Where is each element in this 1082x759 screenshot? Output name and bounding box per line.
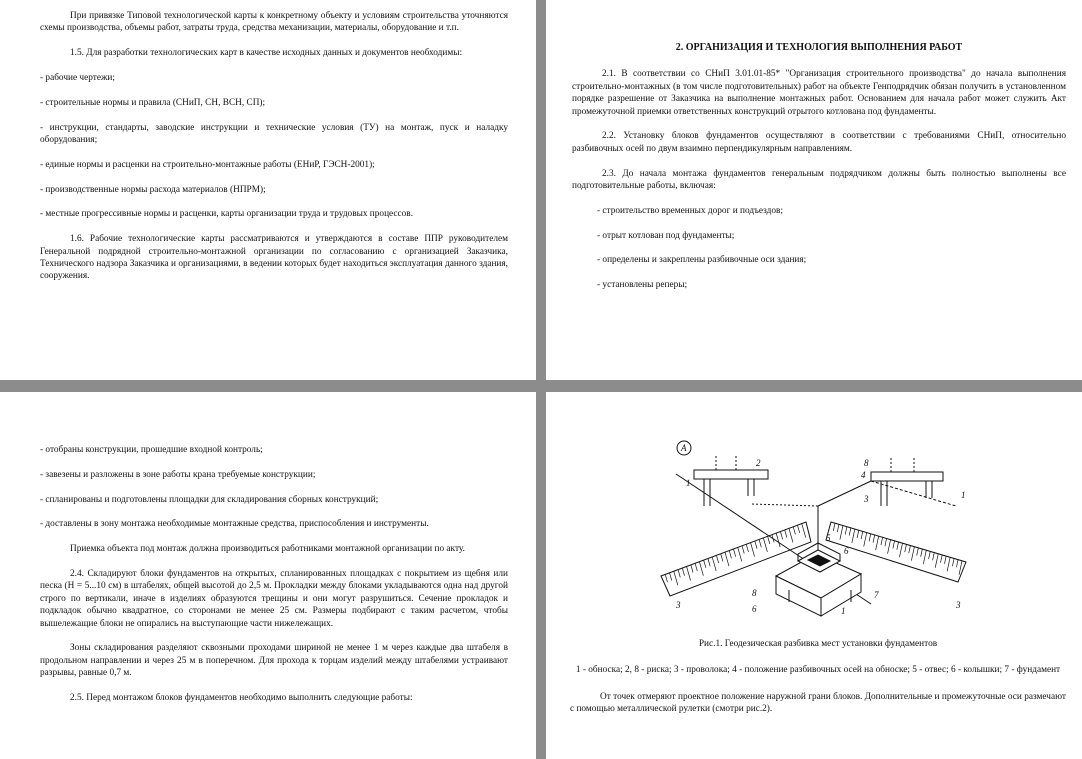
paragraph: От точек отмеряют проектное положение наружной грани блоков. Дополнительные и промежуточные оси размечают с помощью металлической рулетки (смотри рис.2). (570, 691, 1066, 715)
paragraph: 2.5. Перед монтажом блоков фундаментов необходимо выполнить следующие работы: (70, 693, 413, 704)
figure-label-2: 2 (756, 458, 761, 468)
figure-label-8b: 8 (752, 588, 757, 598)
list-item: - строительные нормы и правила (СНиП, СН, ВСН, СП); (40, 97, 266, 108)
page-3-text (40, 444, 508, 717)
list-item: - отобраны конструкции, прошедшие входной контроль; (40, 445, 263, 455)
paragraph: 2.1. В соответствии со СНиП 3.01.01-85* "Организация строительного производства" до начала выполнения строительно-монтажных (в том числе подготовительных) работ на объекте Генподрядчик обязан получить в установленном порядке разрешение от Заказчика на выполнение монтажных работ. Основанием для начала работ может служить Акт промежуточной приемки ответственных конструкций отрытого котлована под фундаменты. (572, 69, 1066, 117)
section-heading: 2. ОРГАНИЗАЦИЯ И ТЕХНОЛОГИЯ ВЫПОЛНЕНИЯ РАБОТ (675, 42, 963, 53)
page-1-text (40, 10, 508, 295)
figure-label-5: 5 (826, 533, 831, 543)
figure-label-7: 7 (874, 590, 879, 600)
document-page-4 (546, 392, 1082, 759)
figure-label-3: 3 (864, 494, 869, 504)
paragraph: Зоны складирования разделяют сквозными проходами шириной не менее 1 м через каждые два штабеля в продольном направлении и через 25 м в поперечном. Для прохода к торцам изделий между штабелями устраивают разрывы, равные 0,7 м. (40, 643, 508, 679)
figure-label-6b: 6 (752, 604, 757, 614)
figure-label-8: 8 (864, 458, 869, 468)
list-item: - рабочие чертежи; (40, 73, 115, 83)
list-item: - доставлены в зону монтажа необходимые монтажные средства, приспособления и инструменты. (40, 519, 429, 530)
document-page-2 (546, 0, 1082, 380)
paragraph: 1.5. Для разработки технологических карт в качестве исходных данных и документов необходимы: (70, 48, 463, 59)
paragraph: Приемка объекта под монтаж должна производиться работниками монтажной организации по акту. (70, 544, 465, 555)
page-2-text (572, 42, 1066, 304)
list-item: - инструкции, стандарты, заводские инструкции и технические условия (ТУ) на монтаж, пуск и наладку оборудования; (40, 122, 508, 145)
document-page-3 (0, 392, 536, 759)
paragraph: 2.3. До начала монтажа фундаментов генеральным подрядчиком должны быть полностью выполнены все подготовительные работы, включая: (572, 168, 1066, 192)
figure-label-4: 4 (861, 470, 866, 480)
figure-label-1b: 1 (961, 490, 966, 500)
document-page-1 (0, 0, 536, 380)
figure-caption: Рис.1. Геодезическая разбивка мест установки фундаментов (698, 639, 938, 649)
figure-label-3c: 3 (956, 600, 961, 610)
figure-label-6: 6 (844, 546, 849, 556)
figure-legend: 1 - обноска; 2, 8 - риска; 3 - проволока; 4 - положение разбивочных осей на обноске; 5 - отвес; 6 - колышки; 7 - фундамент (575, 665, 1061, 676)
list-item: - единые нормы и расценки на строительно-монтажные работы (ЕНиР, ГЭСН-2001); (40, 159, 375, 170)
list-item: - завезены и разложены в зоне работы крана требуемые конструкции; (40, 469, 316, 480)
figure-label-1c: 1 (841, 606, 846, 616)
list-item: - производственные нормы расхода материалов (НПРМ); (40, 184, 266, 195)
paragraph: 2.2. Установку блоков фундаментов осуществляют в соответствии с требованиями СНиП, относительно разбивочных осей по двум взаимно перпендикулярным направлениям. (572, 131, 1066, 154)
foundation-layout-figure (656, 436, 996, 626)
paragraph: При привязке Типовой технологической карты к конкретному объекту и условиям строительства уточняются схемы производства, объемы работ, затраты труда, средства механизации, материалы, оборудование и т.п. (40, 11, 508, 34)
list-item: - определены и закреплены разбивочные оси здания; (597, 255, 807, 266)
figure-label-3b: 3 (676, 600, 681, 610)
paragraph: 2.4. Складируют блоки фундаментов на открытых, спланированных площадках с покрытием из щебня или песка (Н = 5...10 см) в штабелях, общей высотой до 2,5 м. Прокладки между блоками укладываются одна над другой строго по вертикали, иначе в изделиях образуются трещины и они могут разрушиться. Сечение прокладок и подкладок обычно квадратное, со сторонами не менее 25 см. Размеры подбирают с таким расчетом, чтобы вышележащие блоки не опирались на выступающие части нижележащих. (40, 568, 508, 629)
list-item: - отрыт котлован под фундаменты; (597, 230, 735, 241)
figure-label-a: А (681, 443, 687, 453)
list-item: - спланированы и подготовлены площадки для складирования сборных конструкций; (40, 494, 379, 505)
figure-label-1: 1 (686, 478, 691, 488)
paragraph: 1.6. Рабочие технологические карты рассматриваются и утверждаются в составе ППР руководителем Генеральной подрядной строительно-монтажной организации по согласованию с организацией Заказчика, Технического надзора Заказчика и организациями, в ведении которых будет находиться эксплуатация данного здания, сооружения. (40, 234, 508, 282)
list-item: - установлены реперы; (597, 280, 688, 291)
page-4-text (570, 638, 1066, 728)
list-item: - строительство временных дорог и подъездов; (597, 205, 783, 216)
list-item: - местные прогрессивные нормы и расценки, карты организации труда и трудовых процессов. (40, 209, 414, 220)
